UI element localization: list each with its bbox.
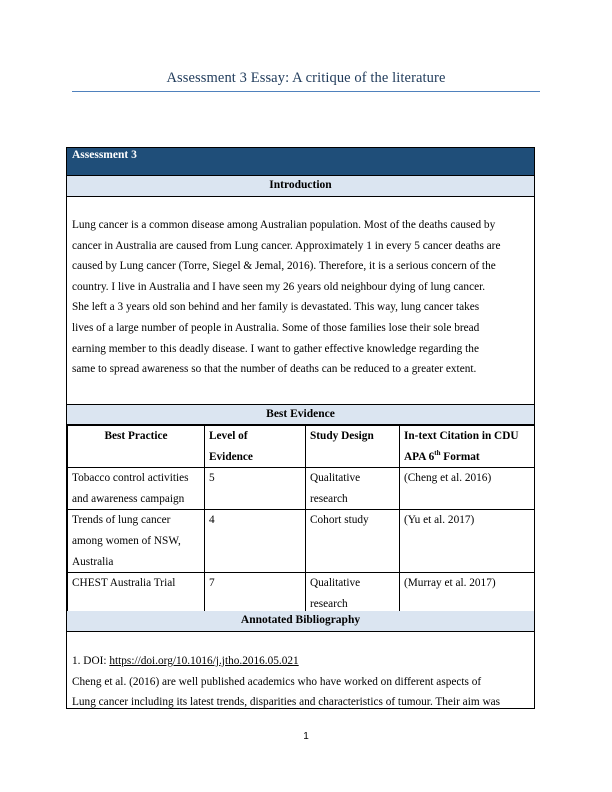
introduction-paragraph: [72, 215, 528, 380]
table-row: [68, 573, 536, 615]
annotated-bibliography-heading: Annotated Bibliography: [67, 611, 534, 632]
section-header: Assessment 3: [67, 148, 534, 175]
col-level-of-evidence: Level of Evidence: [205, 426, 306, 468]
intro-line: cancer in Australia are caused from Lung cancer. Approximately 1 in every 5 cancer deaths are: [72, 239, 501, 252]
intro-line: Lung cancer is a common disease among Australian population. Most of the deaths caused by: [72, 219, 496, 231]
page-number: 1: [303, 731, 309, 742]
design-cell: Qualitative research: [306, 468, 400, 510]
intro-line: country. I live in Australia and I have seen my 26 years old neighbour dying of lung cancer.: [72, 280, 486, 293]
assessment-table: [66, 147, 535, 709]
practice-cell: Trends of lung cancer among women of NSW, Australia: [68, 510, 205, 573]
level-cell: 7: [205, 573, 306, 615]
bib-line: Lung cancer including its latest trends, disparities and characteristics of tumour. Their aim was: [72, 696, 501, 709]
citation-cell: (Yu et al. 2017): [400, 510, 536, 573]
level-cell: 4: [205, 510, 306, 573]
best-evidence-table: [67, 425, 535, 615]
citation-cell: (Cheng et al. 2016): [400, 468, 536, 510]
title-underline: [72, 91, 540, 92]
level-cell: 5: [205, 468, 306, 510]
intro-line: same to spread awareness so that the number of deaths can be reduced to a greater extent.: [72, 363, 477, 376]
best-evidence-heading: Best Evidence: [67, 404, 534, 425]
intro-line: caused by Lung cancer (Torre, Siegel & Jemal, 2016). Therefore, it is a serious concern of the: [72, 260, 496, 273]
col-study-design: Study Design: [306, 426, 400, 468]
col-citation: In-text Citation in CDU APA 6th Format: [400, 426, 536, 468]
design-cell: Cohort study: [306, 510, 400, 573]
practice-cell: CHEST Australia Trial: [68, 573, 205, 615]
bib-doi-line: 1. DOI: https://doi.org/10.1016/j.jtho.2016.05.021: [72, 655, 299, 667]
col-best-practice: Best Practice: [68, 426, 205, 468]
bibliography-entry: [72, 651, 528, 709]
table-header-row: [68, 426, 536, 468]
intro-line: earning member to this deadly disease. I want to gather effective knowledge regarding the: [72, 342, 479, 355]
table-row: [68, 468, 536, 510]
citation-cell: (Murray et al. 2017): [400, 573, 536, 615]
intro-line: She left a 3 years old son behind and her family is devastated. This way, lung cancer takes: [72, 301, 480, 314]
intro-line: lives of a large number of people in Australia. Some of those families lose their sole bread: [72, 321, 480, 334]
practice-cell: Tobacco control activities and awareness campaign: [68, 468, 205, 510]
document-title: Assessment 3 Essay: A critique of the literature: [166, 70, 446, 86]
bib-line: Cheng et al. (2016) are well published academics who have worked on different aspects of: [72, 675, 482, 688]
doi-link[interactable]: https://doi.org/10.1016/j.jtho.2016.05.021: [109, 655, 299, 667]
introduction-heading: Introduction: [67, 175, 534, 197]
design-cell: Qualitative research: [306, 573, 400, 615]
table-row: [68, 510, 536, 573]
